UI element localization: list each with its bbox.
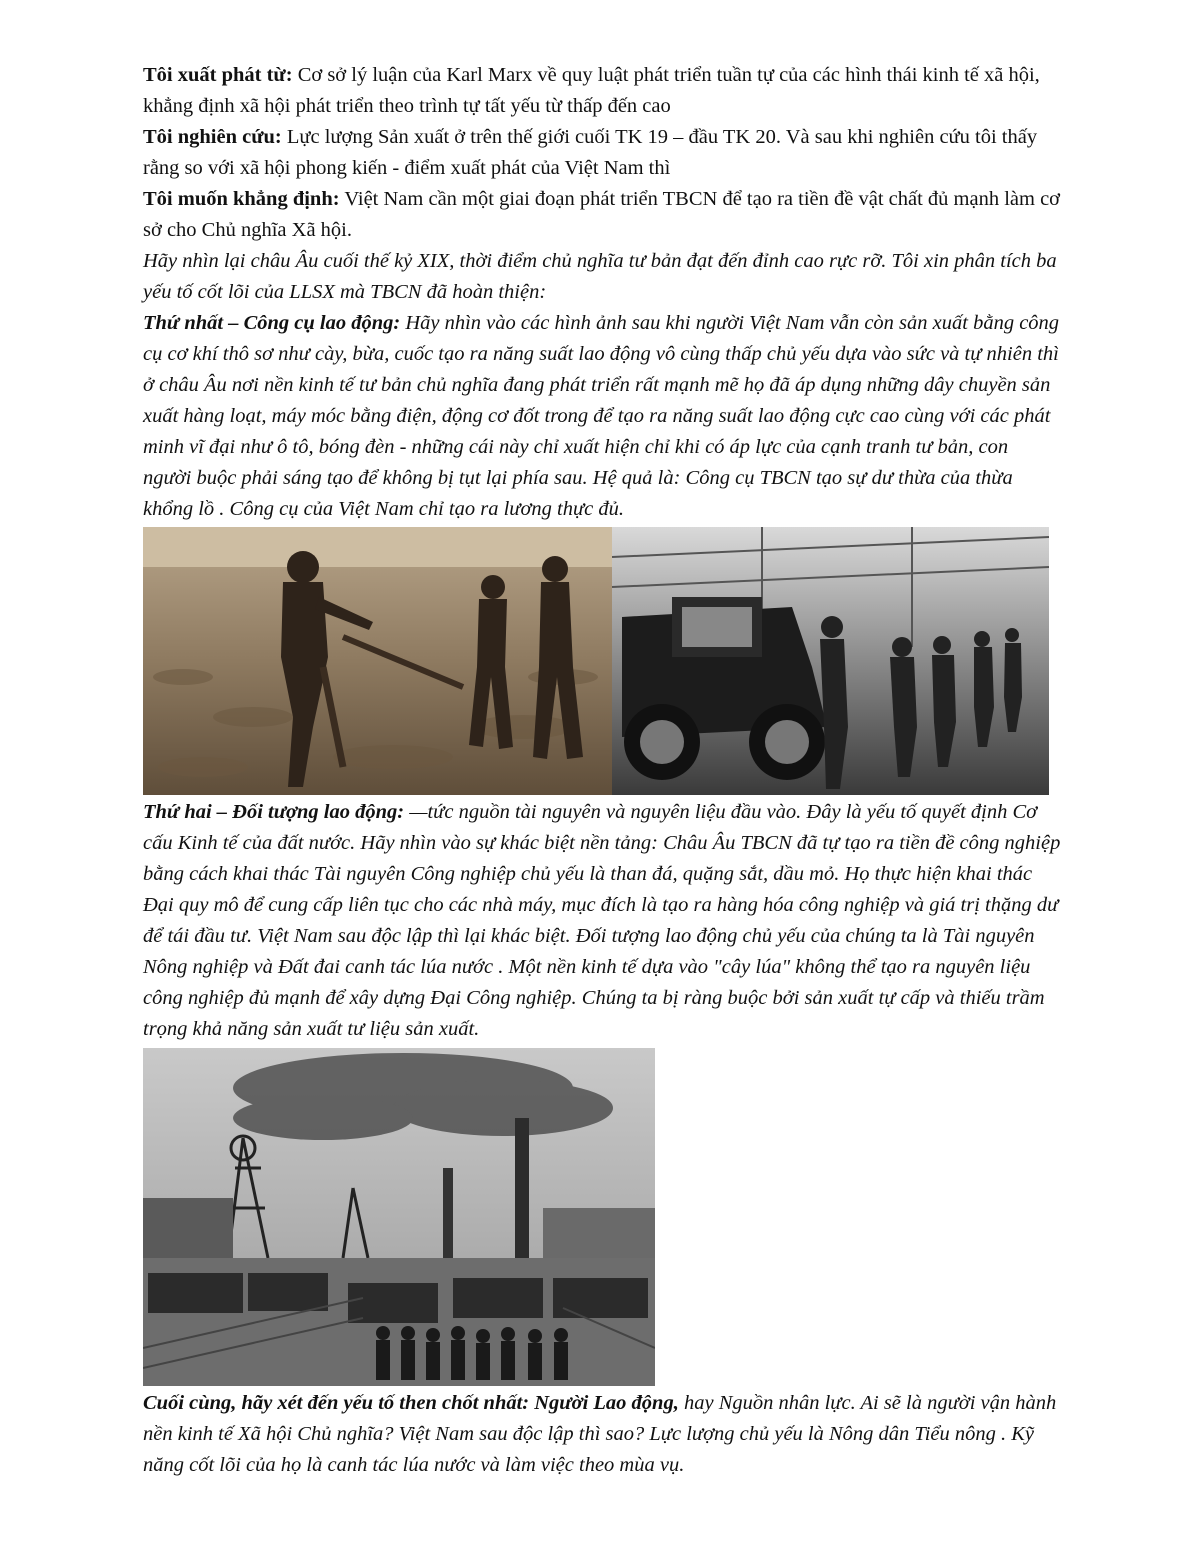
image-row-tools <box>143 527 1061 797</box>
text-laborers: hay Nguồn nhân lực. Ai sẽ là người vận hành nền kinh tế Xã hội Chủ nghĩa? Việt Nam sau độc lập thì sao? Lực lượng chủ yếu là Nông dân Tiểu nông . Kỹ năng cốt lõi của họ là canh tác lúa nước và làm việc theo mùa vụ. <box>143 1392 1057 1476</box>
paragraph-tools <box>143 308 1061 525</box>
text-starting-point: Cơ sở lý luận của Karl Marx về quy luật phát triển tuần tự của các hình thái kinh tế xã hội, khẳng định xã hội phát triển theo trình tự tất yếu từ thấp đến cao <box>143 64 1040 117</box>
paragraph-claim <box>143 184 1061 246</box>
paragraph-europe-intro: Hãy nhìn lại châu Âu cuối thế kỷ XIX, thời điểm chủ nghĩa tư bản đạt đến đỉnh cao rực rỡ. Tôi xin phân tích ba yếu tố cốt lõi của LLSX mà TBCN đã hoàn thiện: <box>143 250 1057 303</box>
text-object-of-labor: —tức nguồn tài nguyên và nguyên liệu đầu vào. Đây là yếu tố quyết định Cơ cấu Kinh tế của đất nước. Hãy nhìn vào sự khác biệt nền tảng: Châu Âu TBCN đã tự tạo ra tiền đề công nghiệp bằng cách khai thác Tài nguyên Công nghiệp chủ yếu là than đá, quặng sắt, dầu mỏ. Họ thực hiện khai thác Đại quy mô để cung cấp liên tục cho các nhà máy, mục đích là tạo ra hàng hóa công nghiệp và giá trị thặng dư để tái đầu tư. Việt Nam sau độc lập thì lại khác biệt. Đối tượng lao động chủ yếu của chúng ta là Tài nguyên Nông nghiệp và Đất đai canh tác lúa nước . Một nền kinh tế dựa vào "cây lúa" không thể tạo ra nguyên liệu công nghiệp đủ mạnh để xây dựng Đại Công nghiệp. Chúng ta bị ràng buộc bởi sản xuất tự cấp và thiếu trầm trọng khả năng sản xuất tư liệu sản xuất. <box>143 801 1061 1040</box>
paragraph-starting-point <box>143 60 1061 122</box>
photo-farmers-plowing <box>143 527 612 795</box>
image-row-coal <box>143 1048 1061 1388</box>
paragraph-object-of-labor <box>143 797 1061 1045</box>
paragraph-research <box>143 122 1061 184</box>
paragraph-laborers <box>143 1388 1061 1481</box>
lead-tools: Thứ nhất – Công cụ lao động: <box>143 312 401 334</box>
lead-research: Tôi nghiên cứu: <box>143 126 282 148</box>
text-research: Lực lượng Sản xuất ở trên thế giới cuối TK 19 – đầu TK 20. Và sau khi nghiên cứu tôi thấy rằng so với xã hội phong kiến - điểm xuất phát của Việt Nam thì <box>143 126 1038 179</box>
text-claim: Việt Nam cần một giai đoạn phát triển TBCN để tạo ra tiền đề vật chất đủ mạnh làm cơ sở cho Chủ nghĩa Xã hội. <box>143 188 1061 241</box>
lead-laborers: Cuối cùng, hãy xét đến yếu tố then chốt nhất: Người Lao động, <box>143 1392 679 1414</box>
document-page <box>143 60 1061 1481</box>
lead-object-of-labor: Thứ hai – Đối tượng lao động: <box>143 801 405 823</box>
lead-claim: Tôi muốn khẳng định: <box>143 188 340 210</box>
photo-car-assembly-line <box>612 527 1049 795</box>
text-tools: Hãy nhìn vào các hình ảnh sau khi người Việt Nam vẫn còn sản xuất bằng công cụ cơ khí thô sơ như cày, bừa, cuốc tạo ra năng suất lao động vô cùng thấp chủ yếu dựa vào sức và tự nhiên thì ở châu Âu nơi nền kinh tế tư bản chủ nghĩa đang phát triển rất mạnh mẽ họ đã áp dụng những dây chuyền sản xuất hàng loạt, máy móc bằng điện, động cơ đốt trong để tạo ra năng suất lao động cực cao cùng với các phát minh vĩ đại như ô tô, bóng đèn - những cái này chỉ xuất hiện chỉ khi có áp lực của cạnh tranh tư bản, con người buộc phải sáng tạo để không bị tụt lại phía sau. Hệ quả là: Công cụ TBCN tạo sự dư thừa của thừa khổng lồ . Công cụ của Việt Nam chỉ tạo ra lương thực đủ. <box>143 312 1060 520</box>
photo-coal-mine <box>143 1048 655 1386</box>
lead-starting-point: Tôi xuất phát từ: <box>143 64 293 86</box>
